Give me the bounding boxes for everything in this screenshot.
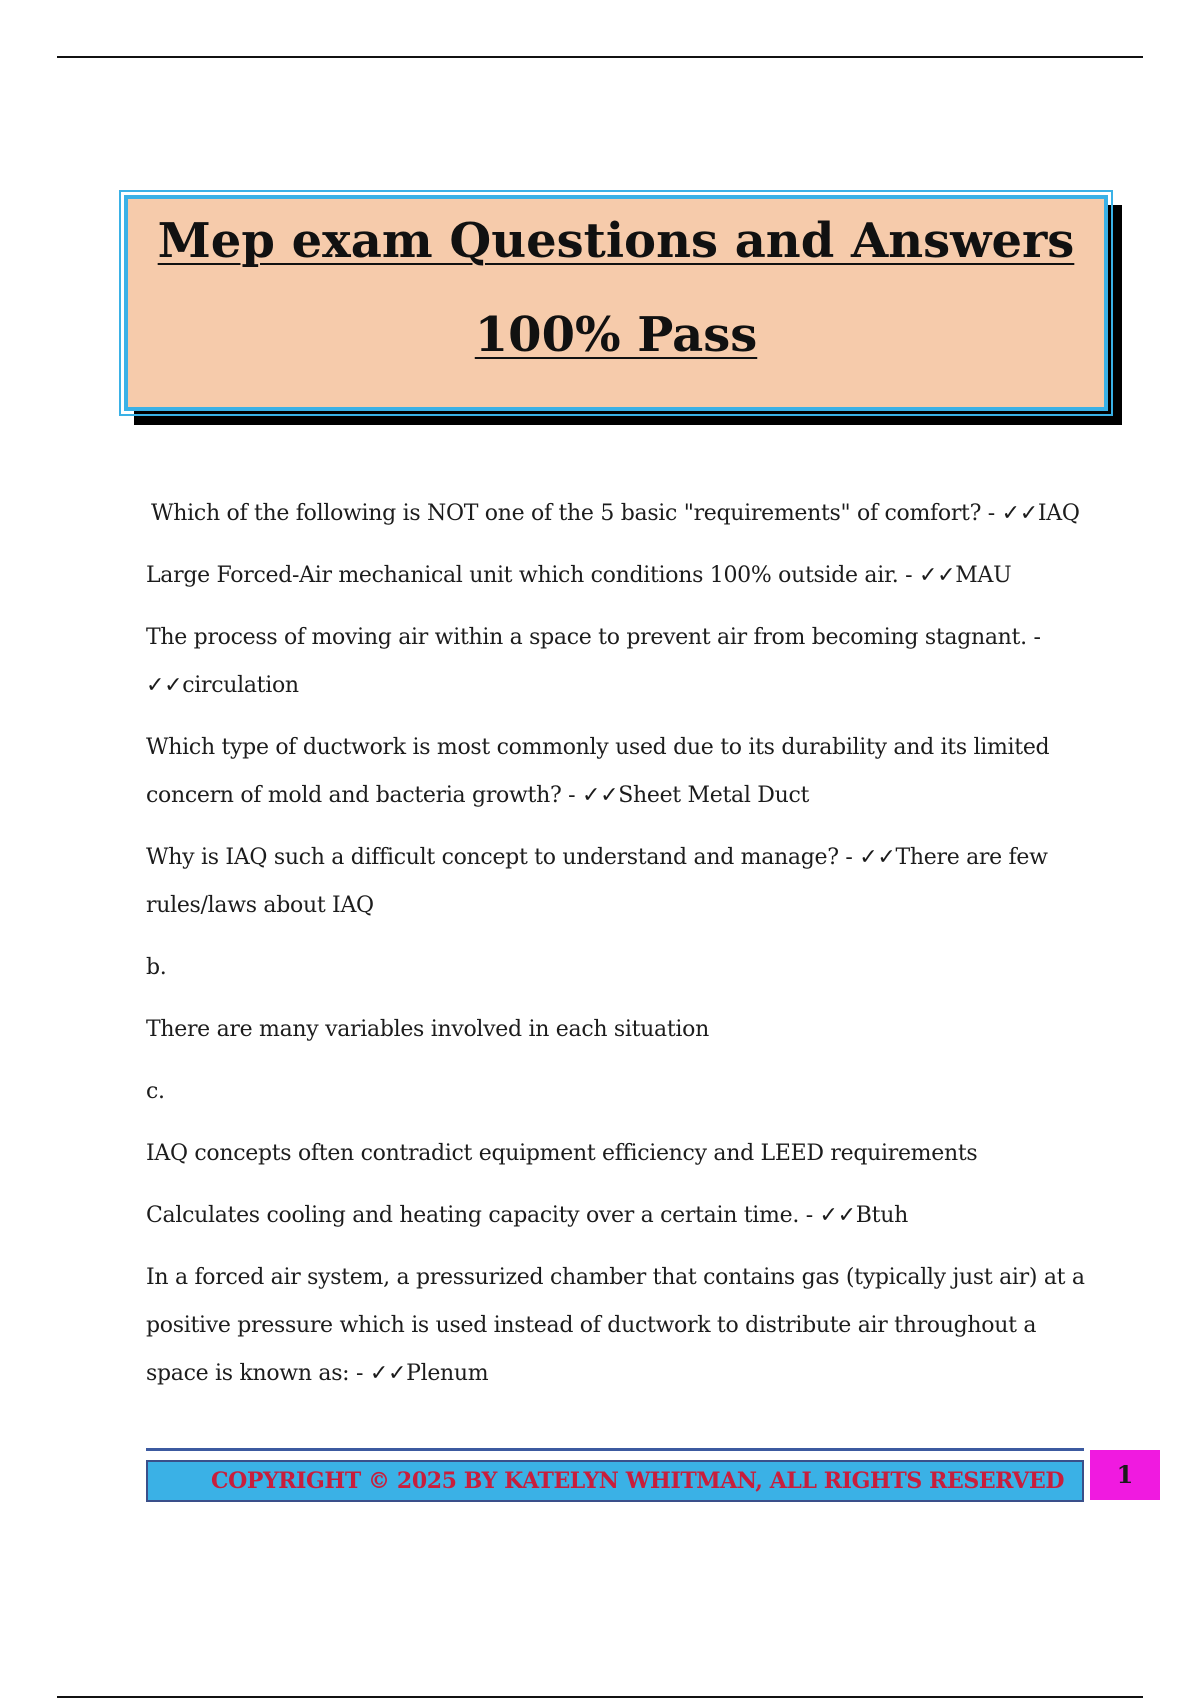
qa-paragraph: c. <box>146 1079 165 1104</box>
qa-paragraph: b. <box>146 955 167 980</box>
title-text-2: 100% Pass <box>474 307 758 363</box>
title-line-1 <box>128 211 1104 271</box>
top-rule <box>57 56 1143 58</box>
title-line-2 <box>128 305 1104 365</box>
qa-paragraph: The process of moving air within a space to prevent air from becoming stagnant. - ✓✓circulation <box>146 625 1041 698</box>
qa-paragraph: In a forced air system, a pressurized chamber that contains gas (typically just air) at a positive pressure which is used instead of ductwork to distribute air throughout a space is known as: - ✓✓Plenum <box>146 1265 1085 1386</box>
qa-content <box>146 490 1086 1412</box>
copyright-footer: COPYRIGHT © 2025 BY KATELYN WHITMAN, ALL RIGHTS RESERVED <box>146 1460 1084 1502</box>
qa-paragraph: Which type of ductwork is most commonly used due to its durability and its limited concern of mold and bacteria growth? - ✓✓Sheet Metal Duct <box>146 735 1050 808</box>
qa-paragraph: Which of the following is NOT one of the 5 basic "requirements" of comfort? - ✓✓IAQ <box>151 501 1080 526</box>
title-box <box>124 195 1108 411</box>
page-number: 1 <box>1090 1450 1160 1500</box>
qa-paragraph: There are many variables involved in each situation <box>146 1017 709 1042</box>
bottom-rule <box>57 1696 1143 1698</box>
title-text-1: Mep exam Questions and Answers <box>157 213 1075 269</box>
qa-paragraph: IAQ concepts often contradict equipment efficiency and LEED requirements <box>146 1141 978 1166</box>
qa-paragraph: Calculates cooling and heating capacity over a certain time. - ✓✓Btuh <box>146 1203 908 1228</box>
footer-rule <box>146 1448 1084 1451</box>
qa-paragraph: Why is IAQ such a difficult concept to understand and manage? - ✓✓There are few rules/laws about IAQ <box>146 845 1048 918</box>
qa-paragraph: Large Forced-Air mechanical unit which conditions 100% outside air. - ✓✓MAU <box>146 563 1012 588</box>
